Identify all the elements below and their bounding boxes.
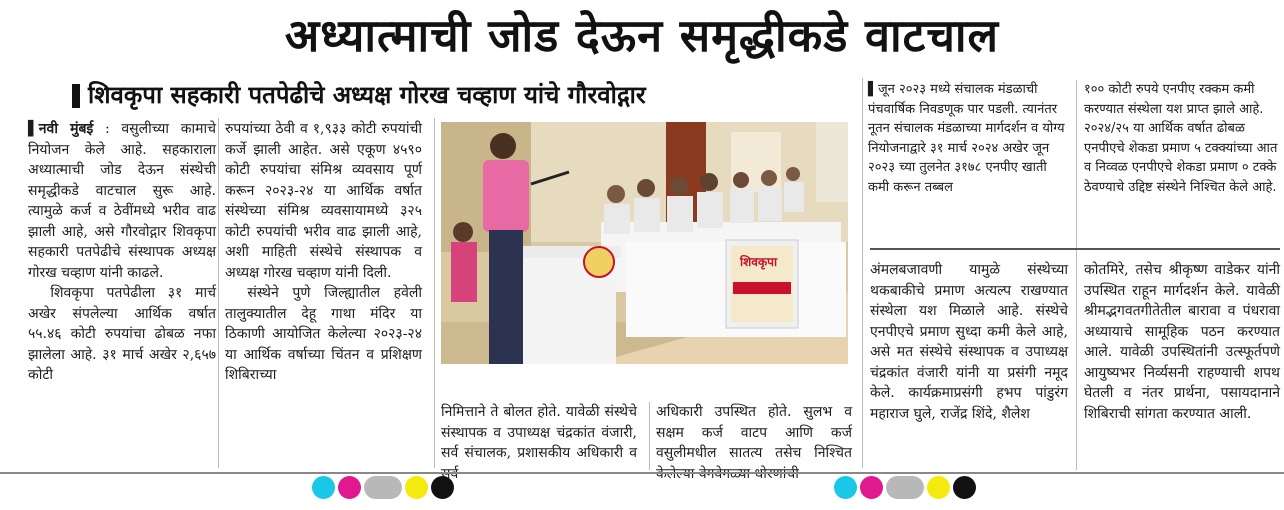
photo-banner-text: शिवकृपा [740,255,778,269]
cyan-registration-mark [312,476,335,499]
print-registration-marks-left [312,476,457,500]
article-column-6 [1084,80,1280,244]
article-column-7 [870,260,1068,470]
black-registration-mark [953,476,976,499]
headline: अध्यात्माची जोड देऊन समृद्धीकडे वाटचाल [284,9,1000,62]
gray-registration-mark [364,476,402,499]
paragraph: निमित्ताने ते बोलत होते. यावेळी संस्थेचे संस्थापक व उपाध्यक्ष चंद्रकांत वंजारी, सर्व संचालक, प्रशासकीय अधिकारी व [441,404,637,461]
column-divider [862,78,863,468]
dateline-bullet: ▌ [28,121,39,137]
article-column-3 [441,402,637,470]
article-column-2 [225,119,422,469]
dateline: नवी मुंबई [38,121,94,137]
column-divider [649,402,650,470]
yellow-registration-mark [927,476,950,499]
article-column-1 [28,119,216,469]
column-divider [434,118,435,468]
yellow-registration-mark [405,476,428,499]
section-rule [870,248,1280,250]
paragraph: रुपयांच्या ठेवी व १,९३३ कोटी रुपयांची कर्जे झाली आहेत. असे एकूण ४५९० कोटी रुपयांचा संमिश्र व्यवसाय पूर्ण करून २०२३-२४ या आर्थिक वर्षात संस्थेच्या संमिश्र व्यवसायामध्ये ३२५ कोटी रुपयांची भरीव वाढ झाली आहे, अशी माहिती संस्थेचे संस्थापक व अध्यक्ष गोरख चव्हाण यांनी दिली. [225,121,422,281]
gray-registration-mark [886,476,924,499]
paragraph: १०० कोटी रुपये एनपीए रक्कम कमी करण्यात संस्थेला यश प्राप्त झाले आहे. २०२४/२५ या आर्थिक वर्षात ढोबळ एनपीएचे शेकडा प्रमाण ५ टक्क्यांच्या आत व निव्वळ एनपीएचे शेकडा प्रमाण ० टक्के ठेवण्याचे उद्दिष्ट संस्थेने निश्चित केले आहे. [1084,82,1278,195]
column-divider [1076,80,1077,470]
subheadline [72,78,646,112]
event-photo-illustration [441,122,848,364]
column-divider [218,118,219,468]
paragraph: अधिकारी उपस्थित होते. सुलभ व सक्षम कर्ज वाटप आणि कर्ज वसुलीमधील सातत्य तसेच निश्चित [656,404,852,461]
event-photo [441,122,848,364]
article-column-4 [656,402,852,470]
paragraph: : वसुलीच्या कामाचे नियोजन केले आहे. सहकाराला अध्यात्माची जोड देऊन संस्थेची समृद्धीकडे वाटचाल सुरू आहे. त्यामुळे कर्ज व ठेवींमध्ये भरीव वाढ झाली आहे, असे गौरवोद्गार शिवकृपा सहकारी पतपेढीचे संस्थापक अध्यक्ष गोरख चव्हाण यांनी काढले. [28,121,216,281]
black-registration-mark [431,476,454,499]
paragraph: संस्थेने पुणे जिल्ह्यातील हवेली तालुक्यातील देहू गाथा मंदिर या ठिकाणी आयोजित केलेल्या २०२३-२४ या आर्थिक वर्षाच्या चिंतन व प्रशिक्षण शिबिराच्या [225,285,422,383]
magenta-registration-mark [860,476,883,499]
paragraph: जून २०२३ मध्ये संचालक मंडळाची पंचवार्षिक निवडणूक पार पडली. त्यानंतर नूतन संचालक मंडळाच्या मार्गदर्शन व योग्य नियोजनाद्वारे ३१ मार्च २०२४ अखेर जून २०२३ च्या तुलनेत ३१७८ एनपीए खाती कमी करून तब्बल [868,82,1065,195]
page-bottom-rule [0,472,1284,474]
paragraph-bullet: ▌ [868,82,878,97]
article-column-8 [1084,260,1280,470]
magenta-registration-mark [338,476,361,499]
cyan-registration-mark [834,476,857,499]
paragraph: अंमलबजावणी यामुळे संस्थेच्या थकबाकीचे प्रमाण अत्यल्प राखण्यात संस्थेला यश मिळाले आहे. संस्थेचे एनपीएचे प्रमाण सुध्दा कमी केले आहे, असे मत संस्थेचे संस्थापक व उपाध्यक्ष चंद्रकांत वंजारी यांनी या प्रसंगी नमूद केले. कार्यक्रमाप्रसंगी हभप पांडुरंग महाराज घुले, राजेंद्र शिंदे, शैलेश [870,262,1068,422]
paragraph: कोतमिरे, तसेच श्रीकृष्ण वाडेकर यांनी उपस्थित राहून मार्गदर्शन केले. यावेळी श्रीमद्भगवतगीतेतील बारावा व पंधरावा अध्यायाचे सामूहिक पठन करण्यात आले. यावेळी उपस्थितांनी उत्स्फूर्तपणे आयुष्यभर निर्व्यसनी राहण्याची शपथ घेतली व नंतर प्रार्थना, पसायदानाने शिबिराची सांगता करण्यात आली. [1084,262,1280,422]
subheadline-text: शिवकृपा सहकारी पतपेढीचे अध्यक्ष गोरख चव्हाण यांचे गौरवोद्गार [88,81,646,109]
paragraph: शिवकृपा पतपेढीला ३१ मार्च अखेर संपलेल्या आर्थिक वर्षात ५५.४६ कोटी रुपयांचा ढोबळ नफा झालेला आहे. ३१ मार्च अखेर २,६५७ कोटी [28,285,216,383]
subheadline-bar [72,84,80,108]
article-column-5 [868,80,1068,244]
print-registration-marks-right [834,476,979,500]
